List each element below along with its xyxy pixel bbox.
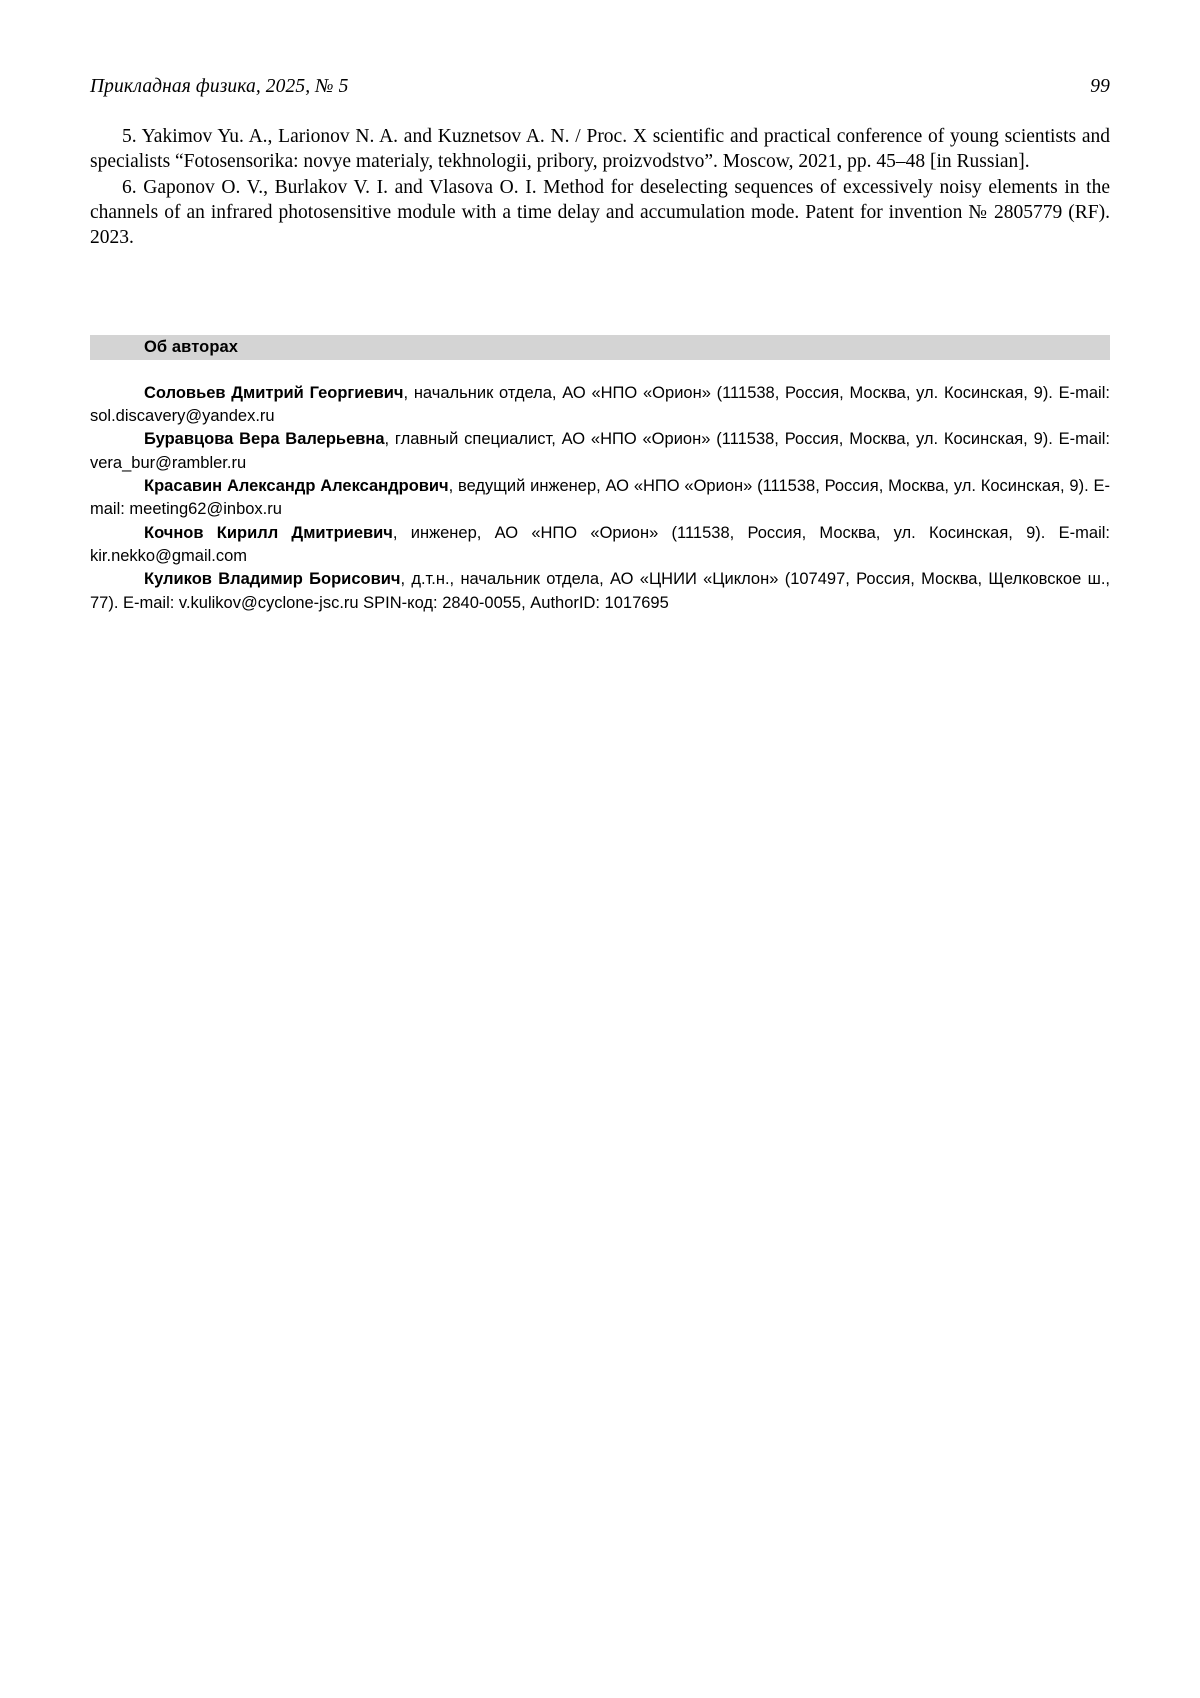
about-authors-title: Об авторах [144, 337, 239, 356]
reference-item: 6. Gaponov O. V., Burlakov V. I. and Vlasova O. I. Method for deselecting sequences of excessively noisy elements in the channels of an infrared photosensitive module with a time delay and accumulation mode. Patent for invention № 2805779 (RF). 2023. [90, 176, 1110, 249]
author-details: , инженер, АО «НПО «Орион» (111538, Россия, Москва, ул. Косинская, 9). E-mail: kir.nekko@gmail.com [90, 523, 1110, 565]
author-details: , ведущий инженер, АО «НПО «Орион» (111538, Россия, Москва, ул. Косинская, 9). E-mail: meeting62@inbox.ru [90, 477, 1110, 519]
author-entry [90, 428, 1110, 474]
author-details: , главный специалист, АО «НПО «Орион» (111538, Россия, Москва, ул. Косинская, 9). E-mail: vera_bur@rambler.ru [90, 430, 1110, 472]
journal-reference: Прикладная физика, 2025, № 5 [90, 76, 349, 97]
page-number: 99 [1090, 76, 1110, 97]
author-entry [90, 475, 1110, 521]
author-details: , д.т.н., начальник отдела, АО «ЦНИИ «Циклон» (107497, Россия, Москва, Щелковское ш., 77). E-mail: v.kulikov@cyclone-jsc.ru SPIN-код: 2840-0055, AuthorID: 1017695 [90, 570, 1110, 612]
author-name: Красавин Александр Александрович [144, 477, 449, 496]
references-list [90, 124, 1110, 251]
author-entry [90, 382, 1110, 428]
author-entry [90, 522, 1110, 568]
running-head [90, 76, 1110, 98]
authors-list [90, 382, 1110, 615]
author-name: Соловьев Дмитрий Георгиевич [144, 383, 404, 402]
author-name: Куликов Владимир Борисович [144, 570, 401, 589]
page-content [90, 76, 1110, 615]
author-name: Буравцова Вера Валерьевна [144, 430, 385, 449]
author-name: Кочнов Кирилл Дмитриевич [144, 523, 393, 542]
author-entry [90, 568, 1110, 614]
reference-item: 5. Yakimov Yu. A., Larionov N. A. and Kuznetsov A. N. / Proc. X scientific and practical conference of young scientists and specialists “Fotosensorika: novye materialy, tekhnologii, pribory, proizvodstvo”. Moscow, 2021, pp. 45–48 [in Russian]. [90, 126, 1110, 173]
author-details: , начальник отдела, АО «НПО «Орион» (111538, Россия, Москва, ул. Косинская, 9). E-mail: sol.discavery@yandex.ru [90, 383, 1110, 425]
about-authors-heading-bar [90, 335, 1110, 360]
